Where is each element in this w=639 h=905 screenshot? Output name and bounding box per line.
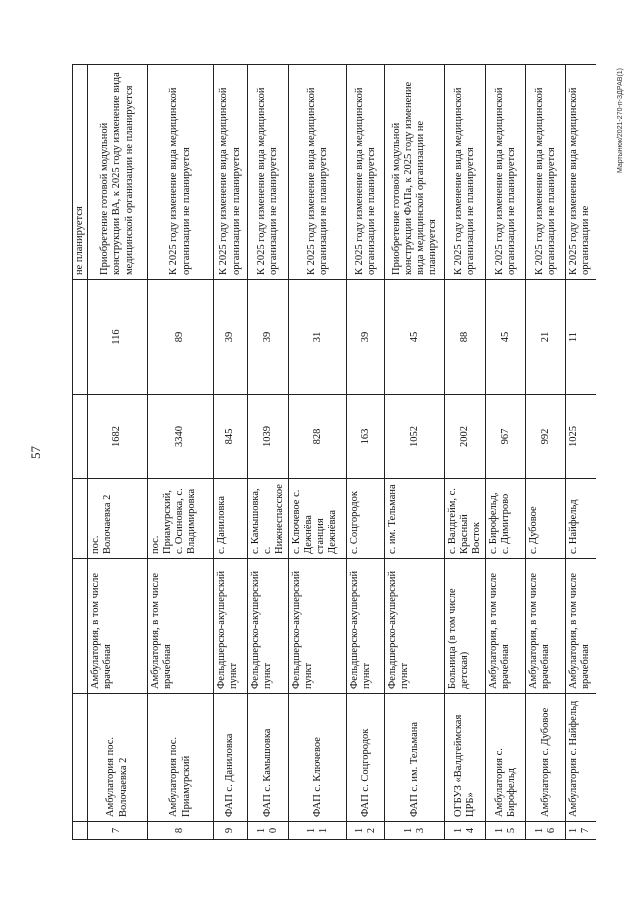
- facility-name-cell: ФАП с. Соцгородок: [347, 694, 385, 822]
- table-row: [248, 65, 289, 840]
- population-cell: 845: [214, 395, 248, 479]
- table-row-continuation: [73, 65, 88, 840]
- row-number-cell: 12: [347, 822, 385, 840]
- row-number-cell: 14: [445, 822, 486, 840]
- table-row: [289, 65, 347, 840]
- distance-cell: 31: [289, 280, 347, 395]
- plan-cell: К 2025 году изменение вида медицинской организации не планируется: [526, 65, 566, 280]
- distance-cell: 45: [486, 280, 526, 395]
- distance-cell: 39: [347, 280, 385, 395]
- settlements-cell: с. им. Тельмана: [385, 479, 445, 559]
- facility-type-cell: Амбулатория, в том числе врачебная: [148, 559, 214, 694]
- population-cell: 3340: [148, 395, 214, 479]
- population-cell: 1039: [248, 395, 289, 479]
- facility-type-cell: Фельдшерско-акушерский пункт: [214, 559, 248, 694]
- settlements-cell: с. Даниловка: [214, 479, 248, 559]
- facility-type-cell: Больница (в том числе детская): [445, 559, 486, 694]
- plan-cell: К 2025 году изменение вида медицинской организации не планируется: [486, 65, 526, 280]
- plan-cell: К 2025 году изменение вида медицинской организации не планируется: [347, 65, 385, 280]
- table-row: [88, 65, 148, 840]
- facility-name-cell: Амбулатория с. Найфельд: [566, 694, 596, 822]
- distance-cell: 11: [566, 280, 596, 395]
- population-cell: 1682: [88, 395, 148, 479]
- plan-cell: К 2025 году изменение вида медицинской организации не планируется: [148, 65, 214, 280]
- facility-type-cell: Фельдшерско-акушерский пункт: [385, 559, 445, 694]
- settlements-cell: с. Соцгородок: [347, 479, 385, 559]
- settlements-cell: пос. Волочаевка 2: [88, 479, 148, 559]
- plan-cell: К 2025 году изменение вида медицинской организации не планируется: [445, 65, 486, 280]
- plan-cell: Приобретение готовой модульной конструкции ФАПа, к 2025 году изменение вида медицинской организации не планируется: [385, 65, 445, 280]
- facility-type-cell: Амбулатория, в том числе врачебная: [486, 559, 526, 694]
- population-cell: 163: [347, 395, 385, 479]
- facility-type-cell: Амбулатория, в том числе врачебная: [526, 559, 566, 694]
- footer-reference: Мартынюк/2021-270-п-ЗДРАВ(1): [617, 68, 624, 173]
- table-row: [214, 65, 248, 840]
- row-number-cell: 16: [526, 822, 566, 840]
- distance-cell: 45: [385, 280, 445, 395]
- distance-cell: 88: [445, 280, 486, 395]
- settlements-cell: с. Ключевое с. Дежнёва станция Дежнёвка: [289, 479, 347, 559]
- population-cell: 992: [526, 395, 566, 479]
- row-number-cell: 9: [214, 822, 248, 840]
- distance-cell: 21: [526, 280, 566, 395]
- facility-name-cell: ФАП с. Даниловка: [214, 694, 248, 822]
- plan-cell: К 2025 году изменение вида медицинской организации не планируется: [214, 65, 248, 280]
- distance-cell: 89: [148, 280, 214, 395]
- row-number-cell: 13: [385, 822, 445, 840]
- plan-cell: не планируется: [73, 65, 88, 280]
- facility-type-cell: Фельдшерско-акушерский пункт: [347, 559, 385, 694]
- population-cell: 828: [289, 395, 347, 479]
- table-row: [445, 65, 486, 840]
- facilities-table: [72, 64, 596, 840]
- row-number-cell: 15: [486, 822, 526, 840]
- settlements-cell: с. Бирофельд, с. Димитрово: [486, 479, 526, 559]
- settlements-cell: пос. Приамурский, с. Осиновка, с. Владимировка: [148, 479, 214, 559]
- row-number-cell: 17: [566, 822, 596, 840]
- facility-name-cell: Амбулатория с. Бирофельд: [486, 694, 526, 822]
- page-number: 57: [28, 446, 43, 459]
- settlements-cell: с. Камышовка, с. Нижнеспасское: [248, 479, 289, 559]
- facility-type-cell: Амбулатория, в том числе врачебная: [88, 559, 148, 694]
- row-number-cell: 8: [148, 822, 214, 840]
- population-cell: 1052: [385, 395, 445, 479]
- row-number-cell: 10: [248, 822, 289, 840]
- plan-cell: К 2025 году изменение вида медицинской организации не: [566, 65, 596, 280]
- facility-name-cell: ОГБУЗ «Валдгеймская ЦРБ»: [445, 694, 486, 822]
- plan-cell: К 2025 году изменение вида медицинской организации не планируется: [289, 65, 347, 280]
- table-row: [566, 65, 596, 840]
- table-row: [385, 65, 445, 840]
- row-number-cell: 7: [88, 822, 148, 840]
- distance-cell: 116: [88, 280, 148, 395]
- table-row: [347, 65, 385, 840]
- population-cell: 2002: [445, 395, 486, 479]
- population-cell: 1025: [566, 395, 596, 479]
- table-row: [526, 65, 566, 840]
- facility-name-cell: Амбулатория с. Дубовое: [526, 694, 566, 822]
- row-number-cell: 11: [289, 822, 347, 840]
- table-row: [486, 65, 526, 840]
- plan-cell: К 2025 году изменение вида медицинской организации не планируется: [248, 65, 289, 280]
- facility-name-cell: Амбулатория пос. Приамурский: [148, 694, 214, 822]
- settlements-cell: с. Дубовое: [526, 479, 566, 559]
- facility-name-cell: ФАП с. Ключевое: [289, 694, 347, 822]
- facility-type-cell: Фельдшерско-акушерский пункт: [289, 559, 347, 694]
- facility-type-cell: Фельдшерско-акушерский пункт: [248, 559, 289, 694]
- facility-type-cell: Амбулатория, в том числе врачебная: [566, 559, 596, 694]
- facility-name-cell: ФАП с. им. Тельмана: [385, 694, 445, 822]
- plan-cell: Приобретение готовой модульной конструкции ВА, к 2025 году изменение вида медицинской организации не планируется: [88, 65, 148, 280]
- facility-name-cell: Амбулатория пос. Волочаевка 2: [88, 694, 148, 822]
- population-cell: 967: [486, 395, 526, 479]
- distance-cell: 39: [248, 280, 289, 395]
- table-row: [148, 65, 214, 840]
- facility-name-cell: ФАП с. Камышовка: [248, 694, 289, 822]
- settlements-cell: с. Валдгейм, с. Красный Восток: [445, 479, 486, 559]
- settlements-cell: с. Найфельд: [566, 479, 596, 559]
- distance-cell: 39: [214, 280, 248, 395]
